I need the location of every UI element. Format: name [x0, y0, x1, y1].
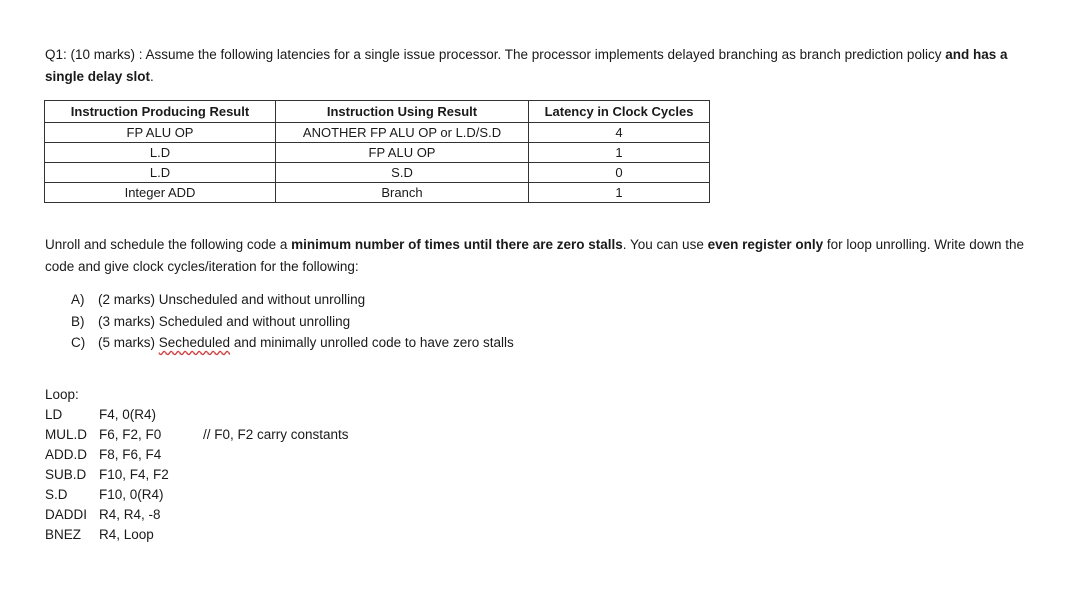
part-label: B)	[71, 313, 85, 329]
code-line	[45, 425, 349, 445]
latency-table-header-row	[45, 101, 710, 123]
question-bold: and has a single delay slot	[45, 47, 1008, 84]
part-text	[98, 311, 350, 333]
part-text-main: (2 marks) Unscheduled and without unrolling	[98, 292, 366, 307]
table-row	[45, 163, 710, 183]
parts-list	[71, 289, 514, 354]
instructions-part-2: . You can use	[622, 237, 708, 252]
cell-using: S.D	[276, 163, 529, 183]
cell-using: FP ALU OP	[276, 143, 529, 163]
cell-using: ANOTHER FP ALU OP or L.D/S.D	[276, 123, 529, 143]
code-operands: R4, Loop	[99, 527, 154, 542]
code-opcode: LD	[45, 407, 63, 422]
list-item	[71, 289, 514, 311]
table-row	[45, 123, 710, 143]
header-using: Instruction Using Result	[276, 101, 529, 123]
cell-latency: 0	[529, 163, 710, 183]
code-line	[45, 465, 349, 485]
part-label: A)	[71, 292, 85, 307]
code-line	[45, 505, 349, 525]
part-label: C)	[71, 335, 86, 350]
code-line	[45, 485, 349, 505]
instructions-bold-1: minimum number of times until there are zero stalls	[291, 237, 623, 252]
part-text-rest: and minimally unrolled code to have zero stalls	[230, 335, 514, 350]
cell-producing: Integer ADD	[45, 183, 276, 203]
code-opcode: DADDI	[45, 507, 88, 522]
code-comment: // F0, F2 carry constants	[203, 427, 349, 442]
cell-using: Branch	[276, 183, 529, 203]
loop-label: Loop:	[45, 387, 79, 402]
code-operands: F6, F2, F0	[99, 427, 162, 442]
code-opcode: SUB.D	[45, 467, 87, 482]
cell-latency: 1	[529, 143, 710, 163]
cell-latency: 1	[529, 183, 710, 203]
code-operands: F8, F6, F4	[99, 447, 162, 462]
code-line	[45, 405, 349, 425]
misspelled-word: Secheduled	[158, 335, 231, 350]
header-latency: Latency in Clock Cycles	[529, 101, 710, 123]
code-operands: F10, 0(R4)	[99, 487, 164, 502]
cell-latency: 4	[529, 123, 710, 143]
cell-producing: L.D	[45, 143, 276, 163]
code-line	[45, 525, 349, 545]
table-row	[45, 183, 710, 203]
list-item	[71, 332, 514, 354]
cell-producing: FP ALU OP	[45, 123, 276, 143]
code-opcode: MUL.D	[45, 427, 88, 442]
latency-table	[44, 100, 710, 203]
list-item	[71, 311, 514, 333]
question-text	[45, 44, 1035, 88]
code-opcode: ADD.D	[45, 447, 88, 462]
instructions-text	[45, 234, 1035, 278]
code-opcode: BNEZ	[45, 527, 82, 542]
code-block	[45, 385, 349, 545]
part-text-main: (3 marks) Scheduled and without unrolling	[98, 313, 351, 329]
instructions-part-3: for loop unrolling. Write down the code and give clock cycles/iteration for the following:	[45, 237, 1024, 274]
part-text	[98, 332, 514, 354]
part-text	[98, 289, 365, 311]
part-text-main: (5 marks)	[98, 335, 159, 350]
question-suffix: .	[150, 69, 154, 84]
code-operands: R4, R4, -8	[99, 507, 161, 522]
instructions-bold-2: even register only	[707, 237, 824, 252]
table-row	[45, 143, 710, 163]
header-producing: Instruction Producing Result	[45, 101, 276, 123]
code-operands: F4, 0(R4)	[99, 407, 157, 422]
code-operands: F10, F4, F2	[99, 467, 169, 482]
cell-producing: L.D	[45, 163, 276, 183]
instructions-part-1: Unroll and schedule the following code a	[45, 237, 292, 252]
code-opcode: S.D	[45, 487, 68, 502]
code-line	[45, 445, 349, 465]
question-prefix: Q1: (10 marks) : Assume the following latencies for a single issue processor. The processor implements delayed branching as branch prediction policy	[45, 47, 946, 62]
